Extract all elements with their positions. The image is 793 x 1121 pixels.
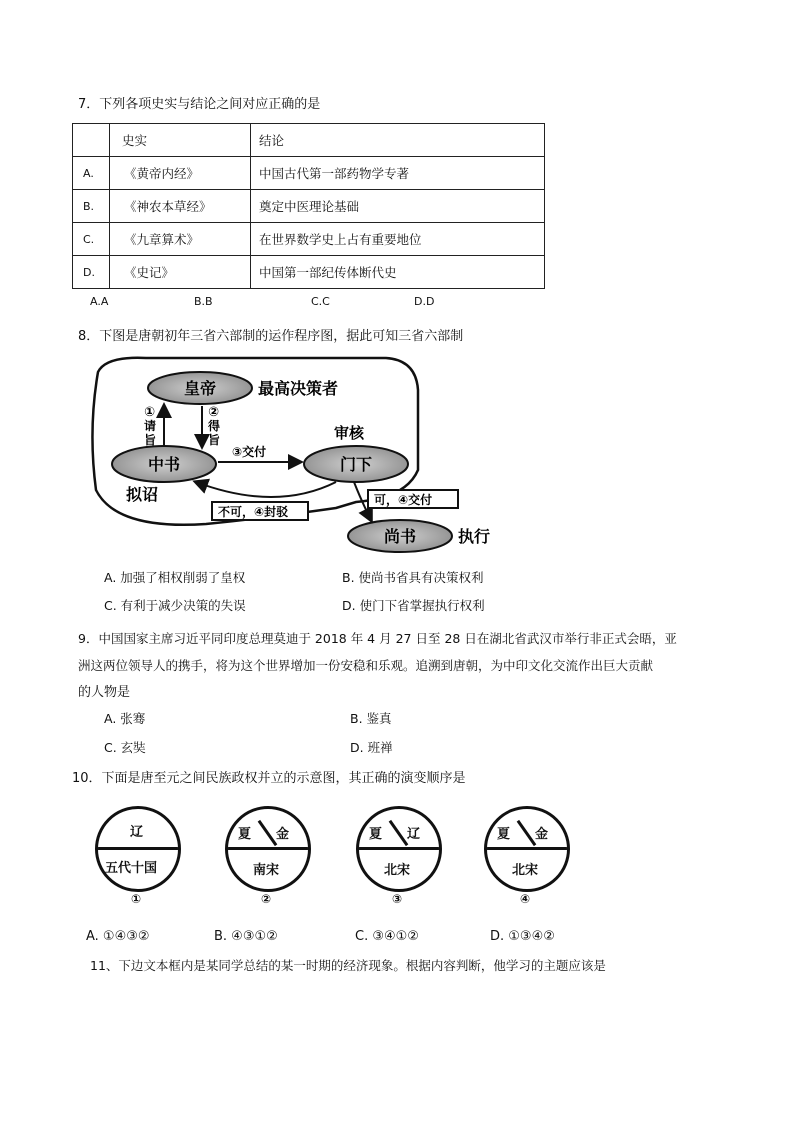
- step1-number: ①: [144, 405, 156, 420]
- table-row: [73, 256, 545, 289]
- row-fact: 《黄帝内经》: [110, 157, 251, 190]
- q9-stem-line1: 9．中国国家主席习近平同印度总理莫迪于 2018 年 4 月 27 日至 28 日在湖北省武汉市举行非正式会晤，亚: [78, 631, 677, 646]
- zhongshu-label: 中书: [147, 455, 181, 474]
- q9-option-c[interactable]: C. 玄奘: [104, 740, 146, 755]
- q7-choice-d[interactable]: D.D: [414, 295, 435, 308]
- circle-label-3: ③: [392, 892, 403, 906]
- regime-circle-2: [225, 806, 311, 892]
- q8-stem: 8．下图是唐朝初年三省六部制的运作程序图，据此可知三省六部制: [78, 329, 464, 344]
- row-fact: 《史记》: [110, 256, 251, 289]
- row-conclusion: 奠定中医理论基础: [251, 190, 545, 223]
- menxia-role: 审核: [334, 424, 365, 442]
- q7-choice-a[interactable]: A.A: [90, 295, 109, 308]
- q8-option-c[interactable]: C. 有利于减少决策的失误: [104, 598, 246, 613]
- circle-top: 辽: [130, 825, 144, 840]
- circle-bottom: 南宋: [253, 863, 280, 878]
- zhongshu-role: 拟诏: [126, 485, 159, 504]
- table-row: [73, 190, 545, 223]
- menxia-label: 门下: [339, 455, 373, 474]
- shangshu-label: 尚书: [383, 527, 417, 546]
- q8-diagram: [86, 350, 506, 560]
- q9-option-d[interactable]: D. 班禅: [350, 740, 393, 755]
- circle-top-right: 金: [276, 827, 290, 842]
- step3-label: ③交付: [232, 445, 267, 459]
- circle-label-2: ②: [261, 892, 272, 906]
- regime-circle-4: [484, 806, 570, 892]
- step2-text: 得旨: [208, 419, 221, 447]
- q10-option-a[interactable]: A. ①④③②: [86, 929, 150, 944]
- q10-option-c[interactable]: C. ③④①②: [355, 929, 419, 944]
- circle-top-left: 夏: [238, 827, 252, 842]
- q10-stem: 10．下面是唐至元之间民族政权并立的示意图，其正确的演变顺序是: [72, 771, 466, 786]
- row-fact: 《九章算术》: [110, 223, 251, 256]
- q10-option-b[interactable]: B. ④③①②: [214, 929, 278, 944]
- circle-bottom: 北宋: [384, 863, 411, 878]
- circle-bottom: 北宋: [512, 863, 539, 878]
- q8-option-d[interactable]: D. 使门下省掌握执行权利: [342, 598, 485, 613]
- regime-circle-3: [356, 806, 442, 892]
- q9-option-a[interactable]: A. 张骞: [104, 711, 146, 726]
- q8-option-b[interactable]: B. 使尚书省具有决策权利: [342, 570, 484, 585]
- circle-label-1: ①: [131, 892, 142, 906]
- row-option: D.: [73, 256, 110, 289]
- row-option: B.: [73, 190, 110, 223]
- row-conclusion: 中国古代第一部药物学专著: [251, 157, 545, 190]
- table-row: [73, 223, 545, 256]
- regime-circle-1: [95, 806, 181, 892]
- step4-reject-label: 不可，④封驳: [218, 505, 289, 519]
- q11-stem: 11、下边文本框内是某同学总结的某一时期的经济现象。根据内容判断，他学习的主题应该是: [90, 958, 606, 973]
- q10-option-d[interactable]: D. ①③④②: [490, 929, 555, 944]
- q9-option-b[interactable]: B. 鉴真: [350, 711, 392, 726]
- table-header-cell: [73, 124, 110, 157]
- q7-table: [72, 123, 545, 289]
- table-header-row: [73, 124, 545, 157]
- q7-choice-c[interactable]: C.C: [311, 295, 330, 308]
- circle-top-right: 金: [535, 827, 549, 842]
- table-header-cell: 结论: [251, 124, 545, 157]
- q7-stem: 7．下列各项史实与结论之间对应正确的是: [78, 97, 321, 112]
- row-option: A.: [73, 157, 110, 190]
- step2-number: ②: [208, 405, 220, 420]
- q8-option-a[interactable]: A. 加强了相权削弱了皇权: [104, 570, 246, 585]
- arrow-step4-reject: [196, 482, 336, 497]
- shangshu-role: 执行: [458, 527, 491, 546]
- circle-top-left: 夏: [369, 827, 383, 842]
- circle-top-left: 夏: [497, 827, 511, 842]
- row-fact: 《神农本草经》: [110, 190, 251, 223]
- q9-stem-line3: 的人物是: [78, 685, 131, 700]
- q7-choice-b[interactable]: B.B: [194, 295, 213, 308]
- emperor-role: 最高决策者: [258, 379, 339, 398]
- table-row: [73, 157, 545, 190]
- step1-text: 请旨: [144, 419, 157, 447]
- row-option: C.: [73, 223, 110, 256]
- circle-top-right: 辽: [407, 827, 421, 842]
- circle-label-4: ④: [520, 892, 531, 906]
- step4-accept-label: 可，④交付: [374, 493, 433, 507]
- table-header-cell: 史实: [110, 124, 251, 157]
- emperor-label: 皇帝: [183, 379, 217, 398]
- row-conclusion: 中国第一部纪传体断代史: [251, 256, 545, 289]
- q9-stem-line2: 洲这两位领导人的携手，将为这个世界增加一份安稳和乐观。追溯到唐朝，为中印文化交流作出巨大贡献: [78, 658, 654, 673]
- circle-bottom: 五代十国: [105, 861, 158, 876]
- row-conclusion: 在世界数学史上占有重要地位: [251, 223, 545, 256]
